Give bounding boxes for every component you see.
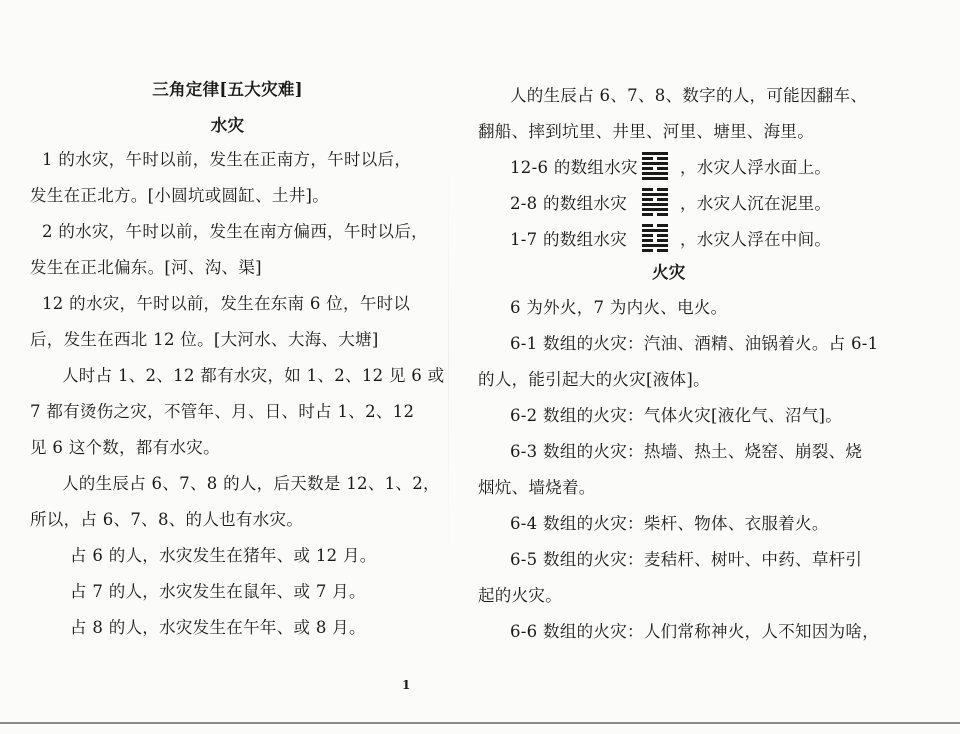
text-line: 6-6 数组的火灾：人们常称神火，人不知因为啥， [510,622,880,641]
text-line: 6 为外火，7 为内火、电火。 [510,298,728,317]
text-line: 翻船、摔到坑里、井里、河里、塘里、海里。 [478,122,814,141]
text-line: 起的火灾。 [478,586,562,605]
fire-heading: 火灾 [652,263,686,282]
scan-edge-line [0,722,960,724]
text-line: 人的生辰占 6、7、8 的人，后天数是 12、1、2， [62,474,440,493]
text-line: 6-1 数组的火灾：汽油、酒精、油锅着火。占 6-1 [510,334,879,353]
text-line: 6-3 数组的火灾：热墙、热土、烧窑、崩裂、烧 [510,442,863,461]
text-line: 所以，占 6、7、8、的人也有水灾。 [30,510,304,529]
text-line: 占 8 的人，水灾发生在午年、或 8 月。 [70,618,366,637]
trigram-icon [642,188,668,216]
trigram-row-desc: ，水灾人浮在中间。 [680,230,832,249]
trigram-icon [642,152,668,180]
trigram-row-desc: ，水灾人沉在泥里。 [680,194,832,213]
text-line: 2 的水灾，午时以前，发生在南方偏西，午时以后， [42,222,428,241]
text-line: 1 的水灾，午时以前，发生在正南方，午时以后， [42,150,412,169]
page-fold-shadow [448,150,449,570]
trigram-row-desc: ，水灾人浮水面上。 [680,158,832,177]
page-title: 三角定律[五大灾难] [152,80,303,99]
text-line: 6-5 数组的火灾：麦秸杆、树叶、中药、草杆引 [510,550,863,569]
text-line: 发生在正北偏东。[河、沟、渠] [30,258,262,277]
text-line: 的人，能引起大的火灾[液体]。 [478,370,710,389]
trigram-row-label: 2-8 的数组水灾 [510,194,628,213]
trigram-row-label: 12-6 的数组水灾 [510,158,638,177]
text-line: 6-4 数组的火灾：柴杆、物体、衣服着火。 [510,514,829,533]
trigram-row-label: 1-7 的数组水灾 [510,230,628,249]
text-line: 见 6 这个数，都有水灾。 [30,438,220,457]
water-heading: 水灾 [210,116,245,135]
text-line: 7 都有烫伤之灾，不管年、月、日、时占 1、2、12 [30,402,415,421]
text-line: 6-2 数组的火灾：气体火灾[液化气、沼气]。 [510,406,843,425]
text-line: 占 7 的人，水灾发生在鼠年、或 7 月。 [70,582,366,601]
text-line: 后，发生在西北 12 位。[大河水、大海、大塘] [30,330,379,349]
text-line: 12 的水灾，午时以前，发生在东南 6 位，午时以 [42,294,411,313]
text-line: 烟炕、墙烧着。 [478,478,596,497]
page-number: 1 [402,678,411,692]
text-line: 发生在正北方。[小圆坑或圆缸、土井]。 [30,186,330,205]
text-line: 占 6 的人，水灾发生在猪年、或 12 月。 [70,546,377,565]
text-line: 人时占 1、2、12 都有水灾，如 1、2、12 见 6 或 [62,366,445,385]
text-line: 人的生辰占 6、7、8、数字的人，可能因翻车、 [510,86,868,105]
trigram-icon [642,224,668,252]
